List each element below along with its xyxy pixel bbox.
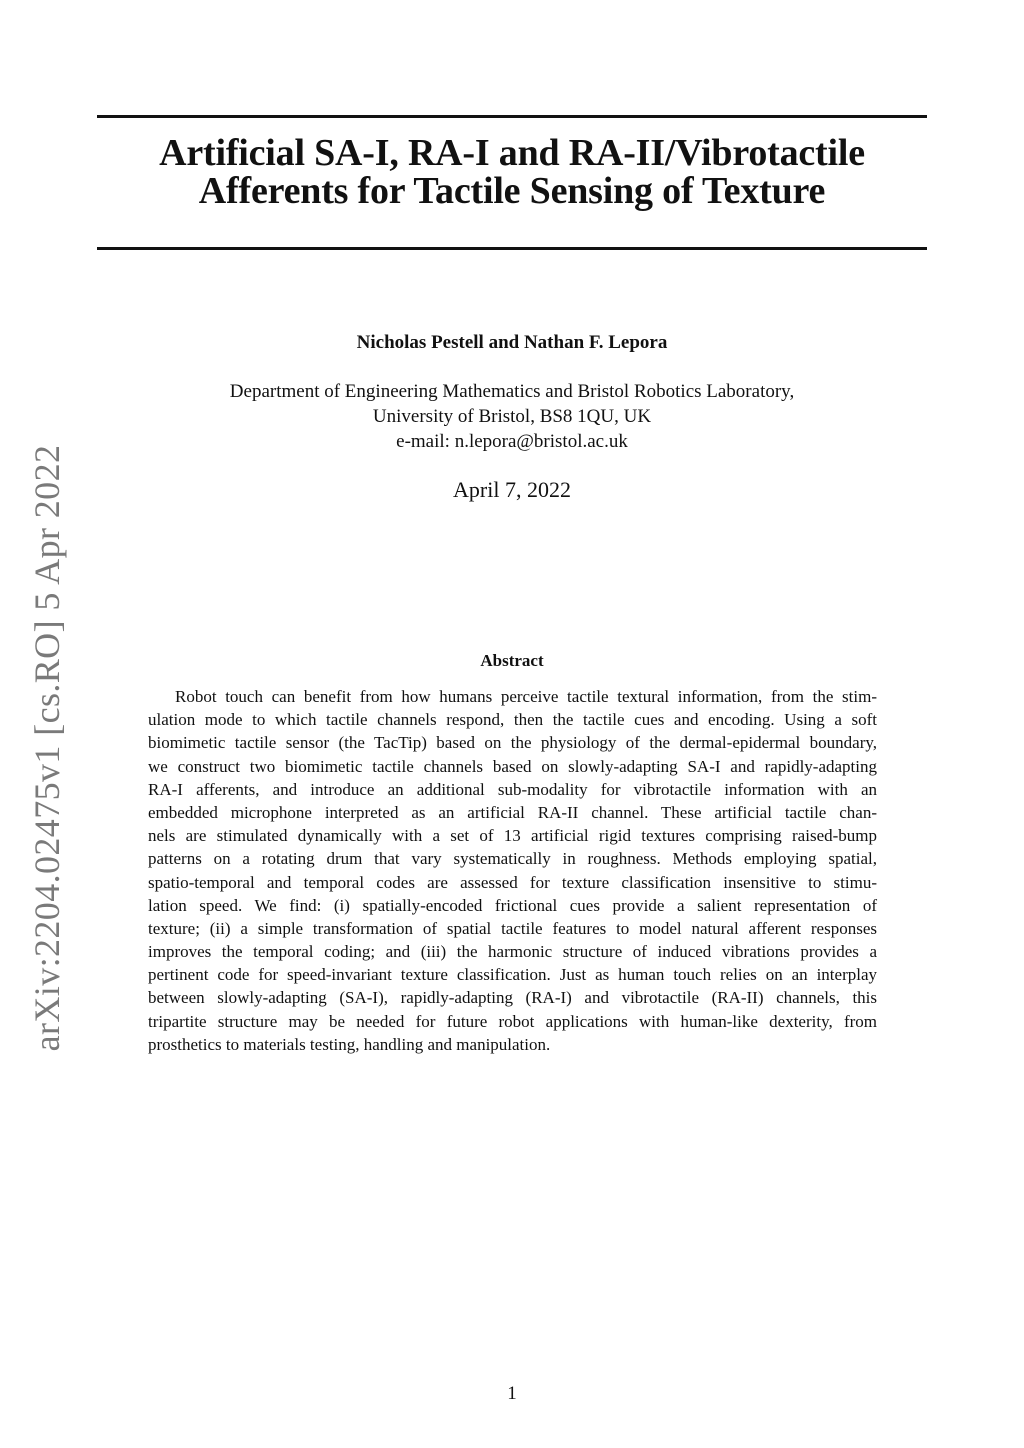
abstract-line: texture; (ii) a simple transformation of spatial tactile features to model natural afferent responses [148,918,877,938]
abstract-line: embedded microphone interpreted as an artificial RA-II channel. These artificial tactile chan- [148,802,877,822]
affiliation-line-1: Department of Engineering Mathematics and Bristol Robotics Laboratory, [229,381,795,402]
title-top-rule [97,115,927,118]
abstract-line: patterns on a rotating drum that vary systematically in roughness. Methods employing spatial, [148,849,877,869]
affiliation [0,379,1024,454]
abstract-line: nels are stimulated dynamically with a set of 13 artificial rigid textures comprising raised-bump [148,826,877,846]
abstract-line: we construct two biomimetic tactile channels based on slowly-adapting SA-I and rapidly-adapting [148,756,877,776]
title-line-1: Artificial SA-I, RA-I and RA-II/Vibrotactile [159,132,865,174]
abstract-line: lation speed. We find: (i) spatially-encoded frictional cues provide a salient representation of [148,895,877,915]
arxiv-identifier: arXiv:2204.02475v1 [cs.RO] 5 Apr 2022 [27,444,67,1052]
page-number: 1 [507,1383,517,1404]
authors: Nicholas Pestell and Nathan F. Lepora [356,332,668,353]
abstract-body [148,685,877,1056]
affiliation-line-2: University of Bristol, BS8 1QU, UK [372,406,652,427]
abstract-line: tripartite structure may be needed for future robot applications with human-like dexterity, from [148,1011,877,1031]
paper-title [97,134,927,210]
abstract-line: ulation mode to which tactile channels respond, then the tactile cues and encoding. Using a soft [148,710,877,730]
paper-date: April 7, 2022 [453,477,571,502]
abstract-line: improves the temporal coding; and (iii) the harmonic structure of induced vibrations provides a [148,942,877,962]
abstract-line: pertinent code for speed-invariant texture classification. Just as human touch relies on an interplay [148,965,877,985]
abstract-line: between slowly-adapting (SA-I), rapidly-adapting (RA-I) and vibrotactile (RA-II) channels, this [148,988,877,1008]
abstract-line: spatio-temporal and temporal codes are assessed for texture classification insensitive to stimu- [148,872,877,892]
abstract-line: prosthetics to materials testing, handling and manipulation. [148,1034,551,1054]
abstract-line: Robot touch can benefit from how humans perceive tactile textural information, from the stim- [175,687,877,706]
title-bottom-rule [97,247,927,250]
abstract-heading: Abstract [480,651,544,670]
abstract-line: biomimetic tactile sensor (the TacTip) based on the physiology of the dermal-epidermal boundary, [148,733,877,753]
title-line-2: Afferents for Tactile Sensing of Texture [198,170,826,212]
email-line: e-mail: n.lepora@bristol.ac.uk [396,431,628,452]
abstract-line: RA-I afferents, and introduce an additional sub-modality for vibrotactile information with an [148,779,877,799]
